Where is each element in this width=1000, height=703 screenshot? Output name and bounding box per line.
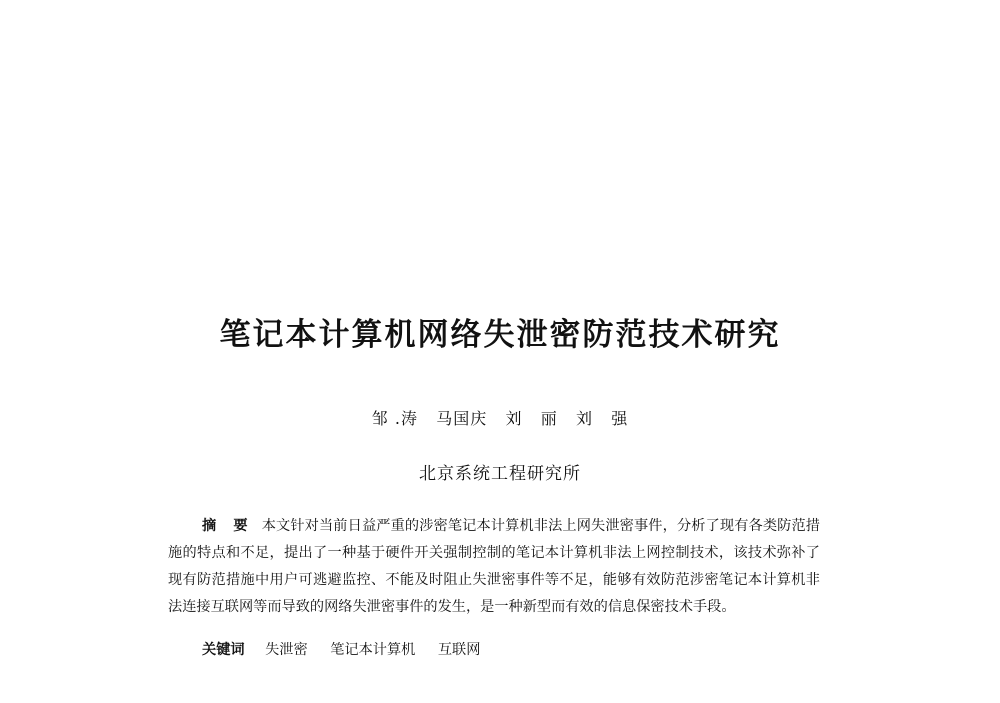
keyword: 笔记本计算机 bbox=[330, 642, 416, 658]
abstract-paragraph bbox=[168, 513, 820, 621]
affiliation: 北京系统工程研究所 bbox=[419, 464, 581, 484]
abstract-label: 摘 要 bbox=[202, 518, 254, 534]
abstract-text: 本文针对当前日益严重的涉密笔记本计算机非法上网失泄密事件，分析了现有各类防范措施的特点和不足，提出了一种基于硬件开关强制控制的笔记本计算机非法上网控制技术，该技术弥补了现有防范措施中用户可逃避监控、不能及时阻止失泄密事件等不足，能够有效防范涉密笔记本计算机非法连接互联网等而导致的网络失泄密事件的发生，是一种新型而有效的信息保密技术手段。 bbox=[168, 518, 820, 615]
paper-title: 笔记本计算机网络失泄密防范技术研究 bbox=[219, 317, 781, 353]
keyword: 失泄密 bbox=[265, 642, 308, 658]
keywords-line bbox=[202, 638, 498, 662]
author-list: 邹 .涛 马国庆 刘 丽 刘 强 bbox=[371, 409, 629, 428]
keyword: 互联网 bbox=[437, 642, 481, 658]
keywords-label: 关键词 bbox=[202, 642, 245, 658]
